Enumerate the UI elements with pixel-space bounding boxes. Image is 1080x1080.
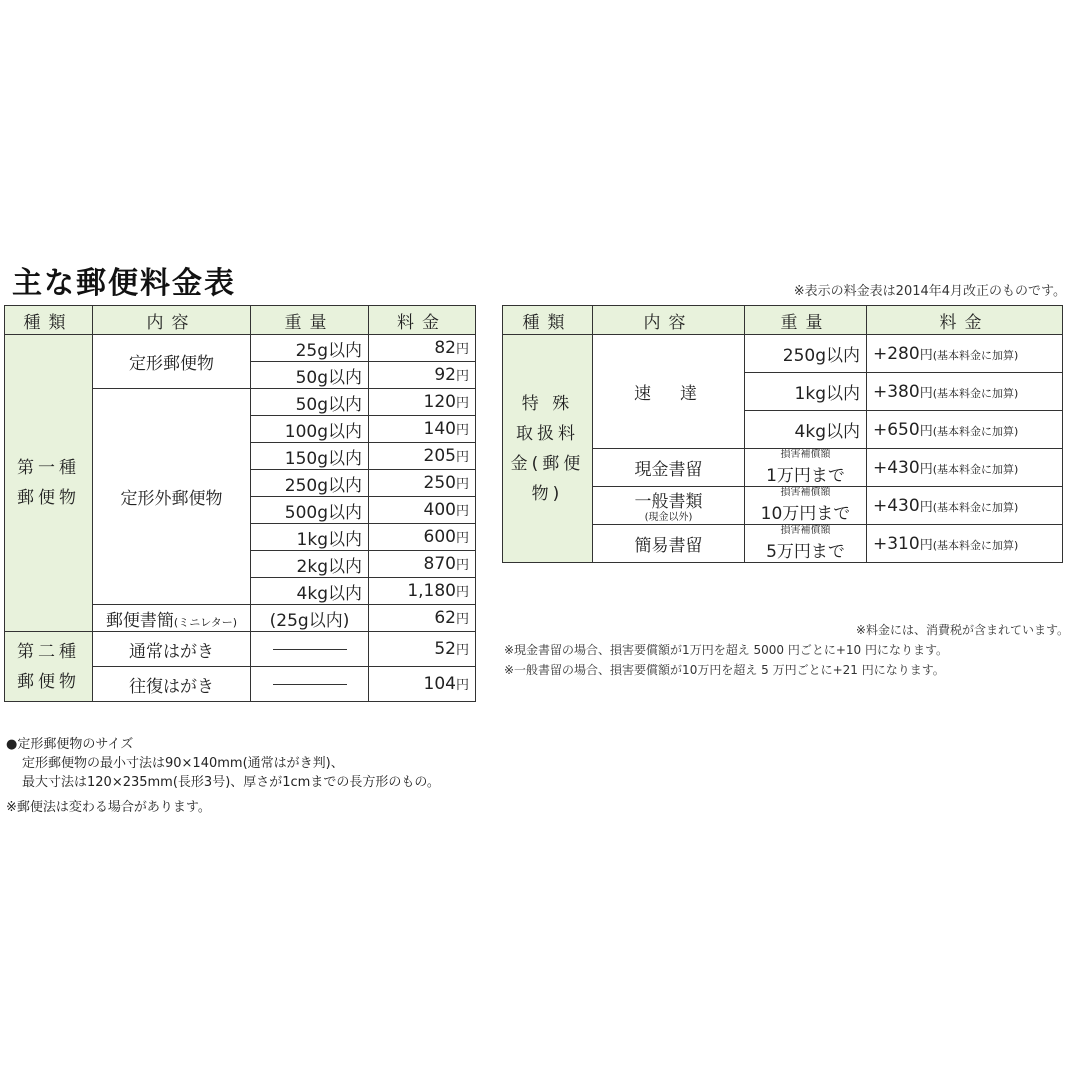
price-cell: +650円(基本料金に加算) — [867, 411, 1063, 449]
weight-cell: 100g以内 — [251, 416, 369, 443]
general-registered-note: ※一般書留の場合、損害要償額が10万円を超え 5 万円ごとに+21 円になります。 — [504, 663, 945, 677]
price-cell: +430円(基本料金に加算) — [867, 449, 1063, 487]
weight-cell: 1kg以内 — [745, 373, 867, 411]
price-cell: +430円(基本料金に加算) — [867, 487, 1063, 525]
weight-cell: 50g以内 — [251, 362, 369, 389]
weight-cell: 2kg以内 — [251, 551, 369, 578]
weight-cell: (25g以内) — [251, 605, 369, 632]
content-teikeigai: 定形外郵便物 — [93, 389, 251, 605]
header-price: 料金 — [369, 306, 476, 335]
table-row — [5, 632, 476, 667]
header-price: 料金 — [867, 306, 1063, 335]
header-type: 種類 — [5, 306, 93, 335]
price-cell: 82円 — [369, 335, 476, 362]
weight-cell — [251, 632, 369, 667]
weight-cell: 250g以内 — [745, 335, 867, 373]
weight-cell: 250g以内 — [251, 470, 369, 497]
right-notes — [504, 620, 1069, 680]
price-cell: 52円 — [369, 632, 476, 667]
cash-registered-note: ※現金書留の場合、損害要償額が1万円を超え 5000 円ごとに+10 円になります。 — [504, 643, 949, 657]
price-cell: 870円 — [369, 551, 476, 578]
law-note: ※郵便法は変わる場合があります。 — [6, 800, 211, 815]
content-teikei: 定形郵便物 — [93, 335, 251, 389]
price-cell: +280円(基本料金に加算) — [867, 335, 1063, 373]
weight-cell: 4kg以内 — [251, 578, 369, 605]
compensation-cell: 損害補償額 10万円まで — [745, 487, 867, 525]
weight-cell: 150g以内 — [251, 443, 369, 470]
postal-rate-table-main — [4, 305, 476, 702]
page-title: 主な郵便料金表 — [12, 266, 236, 301]
price-cell: 120円 — [369, 389, 476, 416]
weight-cell: 4kg以内 — [745, 411, 867, 449]
weight-cell: 500g以内 — [251, 497, 369, 524]
content-cash-registered: 現金書留 — [593, 449, 745, 487]
category-second-class: 第二種郵便物 — [5, 632, 93, 702]
header-weight: 重量 — [745, 306, 867, 335]
price-cell: 92円 — [369, 362, 476, 389]
content-postcard: 通常はがき — [93, 632, 251, 667]
price-cell: +380円(基本料金に加算) — [867, 373, 1063, 411]
table-row — [5, 335, 476, 362]
compensation-cell: 損害補償額 5万円まで — [745, 525, 867, 563]
weight-cell: 25g以内 — [251, 335, 369, 362]
tax-note: ※料金には、消費税が含まれています。 — [855, 623, 1069, 637]
header-type: 種類 — [503, 306, 593, 335]
price-cell: 140円 — [369, 416, 476, 443]
content-general-registered: 一般書類 (現金以外) — [593, 487, 745, 525]
content-mini-letter: 郵便書簡(ミニレター) — [93, 605, 251, 632]
price-cell: 62円 — [369, 605, 476, 632]
content-simple-registered: 簡易書留 — [593, 525, 745, 563]
size-line: 最大寸法は120×235mm(長形3号)、厚さが1cmまでの長方形のもの。 — [22, 775, 440, 790]
size-heading: ●定形郵便物のサイズ — [6, 737, 134, 752]
category-special-handling: 特 殊 取扱料金(郵便物) — [503, 335, 593, 563]
revision-note: ※表示の料金表は2014年4月改正のものです。 — [793, 284, 1066, 299]
price-cell: 104円 — [369, 667, 476, 702]
weight-cell: 1kg以内 — [251, 524, 369, 551]
weight-cell: 50g以内 — [251, 389, 369, 416]
size-line: 定形郵便物の最小寸法は90×140mm(通常はがき判)、 — [22, 756, 344, 771]
table-row — [503, 335, 1063, 373]
price-cell: 600円 — [369, 524, 476, 551]
postal-rate-table-special — [502, 305, 1063, 563]
content-express: 速 達 — [593, 335, 745, 449]
header-content: 内容 — [93, 306, 251, 335]
price-cell: 1,180円 — [369, 578, 476, 605]
price-cell: 400円 — [369, 497, 476, 524]
price-cell: 205円 — [369, 443, 476, 470]
header-content: 内容 — [593, 306, 745, 335]
category-first-class: 第一種郵便物 — [5, 335, 93, 632]
content-reply-postcard: 往復はがき — [93, 667, 251, 702]
header-weight: 重量 — [251, 306, 369, 335]
weight-cell — [251, 667, 369, 702]
compensation-cell: 損害補償額 1万円まで — [745, 449, 867, 487]
price-cell: 250円 — [369, 470, 476, 497]
price-cell: +310円(基本料金に加算) — [867, 525, 1063, 563]
size-notes — [6, 735, 440, 817]
